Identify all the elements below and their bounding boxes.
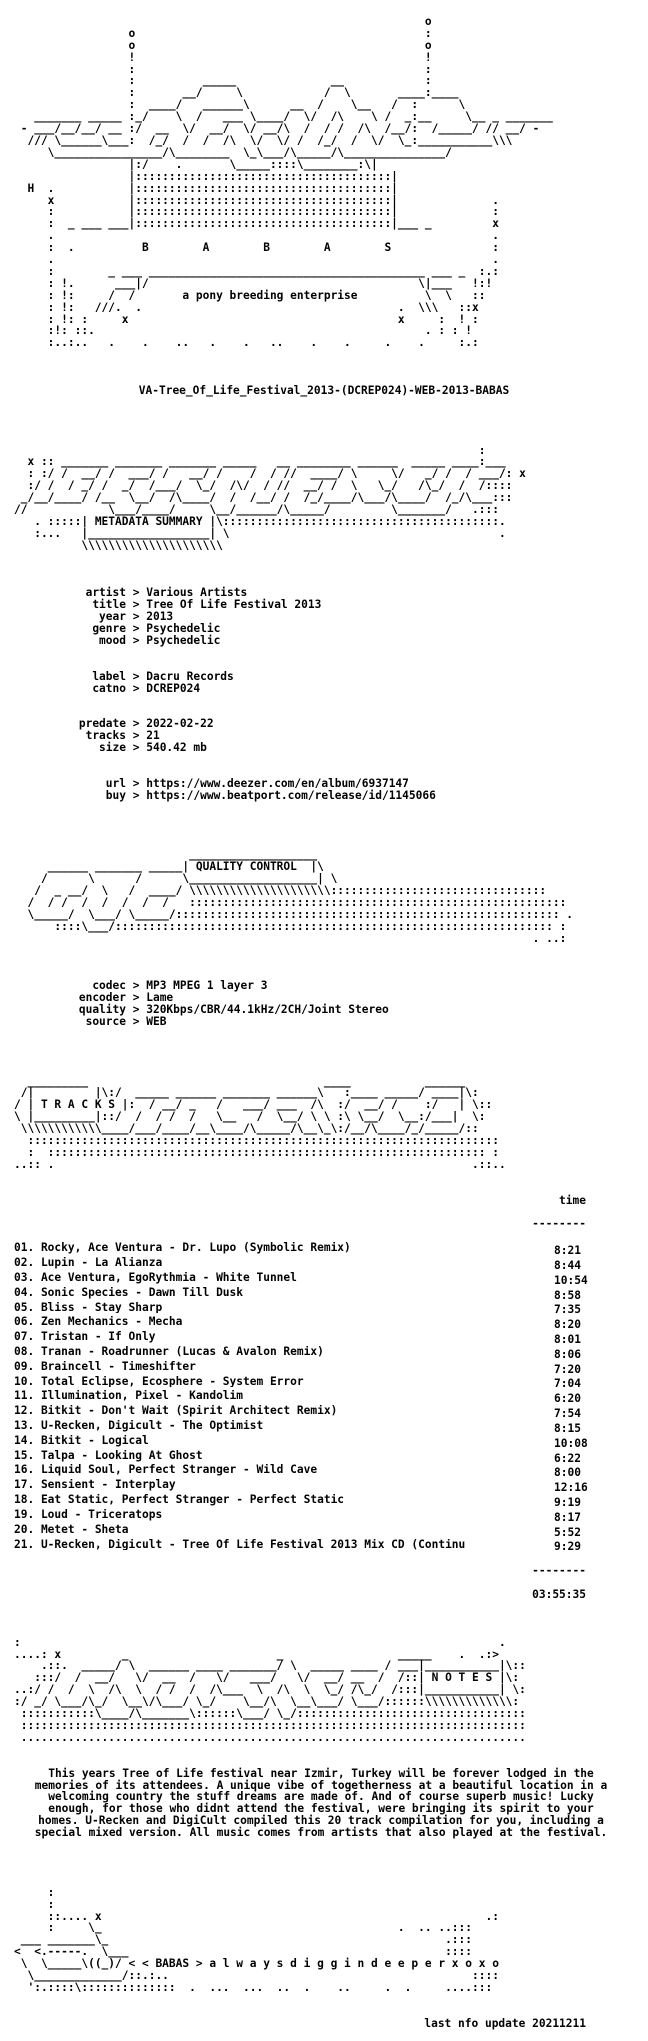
metadata-key: encoder bbox=[78, 991, 126, 1005]
metadata-row: title > Tree Of Life Festival 2013 bbox=[14, 599, 634, 611]
track-row bbox=[14, 1287, 634, 1302]
metadata-row: source > WEB bbox=[14, 1016, 634, 1028]
metadata-row: year > 2013 bbox=[14, 611, 634, 623]
track-time: 7:20 bbox=[554, 1362, 581, 1376]
metadata-row: quality > 320Kbps/CBR/44.1kHz/2CH/Joint Stereo bbox=[14, 1004, 634, 1016]
track-row bbox=[14, 1405, 634, 1420]
metadata-links-list bbox=[14, 778, 634, 802]
quality-list bbox=[14, 980, 634, 1028]
metadata-value: 540.42 mb bbox=[146, 741, 207, 755]
track-time: 8:06 bbox=[554, 1347, 581, 1361]
metadata-value: WEB bbox=[146, 1015, 167, 1029]
metadata-row: genre > Psychedelic bbox=[14, 623, 634, 635]
metadata-release-list bbox=[14, 718, 634, 754]
track-time: 10:54 bbox=[554, 1273, 588, 1287]
track-row bbox=[14, 1450, 634, 1465]
track-time: 12:16 bbox=[554, 1481, 588, 1495]
track-row bbox=[14, 1376, 634, 1391]
total-time: 03:55:35 bbox=[532, 1588, 586, 1602]
track-title: 17. Sensient - Interplay bbox=[14, 1479, 176, 1492]
notes-text: This years Tree of Life festival near Izmir, Turkey will be forever lodged in the memories of its attendees. A unique vibe of togetherness at a beautiful location in a welcoming country the stuff dreams are made of. And of course superb music! Lucky enough, for those who didnt attend the festival, were bringing its spirit to your homes. U-Recken and DigiCult compiled this 20 track compilation for you, including a special mixed version. All music comes from artists that also played at the festival. bbox=[34, 1766, 608, 1840]
metadata-row: mood > Psychedelic bbox=[14, 635, 634, 647]
metadata-value: MP3 MPEG 1 layer 3 bbox=[146, 979, 268, 993]
tracks-banner-art: _________ ____ ______ /| |\:/ _____ ______ _______ ______\ :____ _____/ ____|\: / | T R A C K S |: / __/ _ / ___/ ___ /\ :/ __/ / :/ | \:: \ |_________|::/ / / / / \__ / \__/ \ \ :\ \__/ \__:/___| \: \\\\\\\\\\\\____/___/____/__\____/\_____/\__\_\:/__/\____/_/_____/:: :::::::::::::::::::::::::::::::::::::::::::::::::::::::::::::::::::::: : ::::::::::::::::::::::::::::::::::::::::::::::::::::::::::::::::: : ..:: . .::.. bbox=[14, 1074, 506, 1171]
metadata-value: https://www.beatport.com/release/id/1145066 bbox=[146, 788, 436, 802]
track-row bbox=[14, 1316, 634, 1331]
total-rule: -------- bbox=[532, 1564, 586, 1578]
track-list bbox=[14, 1242, 634, 1553]
track-title: 15. Talpa - Looking At Ghost bbox=[14, 1449, 203, 1462]
metadata-row: url > https://www.deezer.com/en/album/6937147 bbox=[14, 778, 634, 790]
track-time: 8:21 bbox=[554, 1244, 581, 1258]
metadata-key: buy bbox=[105, 788, 126, 802]
metadata-key: predate bbox=[78, 717, 126, 731]
metadata-value: 320Kbps/CBR/44.1kHz/2CH/Joint Stereo bbox=[146, 1003, 389, 1017]
track-time: 8:17 bbox=[554, 1510, 581, 1524]
track-row bbox=[14, 1464, 634, 1479]
track-time: 6:22 bbox=[554, 1451, 581, 1465]
quality-banner-art: ___________________ ______ _______ _____| QUALITY CONTROL |\ / \ / \___________________| \ / _ __/ \ / ____/ \\\\\\\\\\\\\\\\\\\\\:::::::::::::::::::::::::::::::: / / / / / / / / :::::::::::::::::::::::::::::::::::::::::::::::::::::::: \_____/ \___/ \_____/::::::::::::::::::::::::::::::::::::::::::::::::::::::::: . ::::\___/::::::::::::::::::::::::::::::::::::::::::::::::::::::::::::::::: : . ..: bbox=[27, 848, 574, 945]
last-update: last nfo update 20211211 bbox=[424, 2016, 586, 2030]
track-time: 8:44 bbox=[554, 1258, 581, 1272]
track-row bbox=[14, 1524, 634, 1539]
metadata-value: Psychedelic bbox=[146, 634, 221, 648]
metadata-key: tracks bbox=[85, 729, 126, 743]
track-time: 8:00 bbox=[554, 1466, 581, 1480]
metadata-row: buy > https://www.beatport.com/release/id/1145066 bbox=[14, 790, 634, 802]
metadata-value: 21 bbox=[146, 729, 160, 743]
track-title: 08. Tranan - Roadrunner (Lucas & Avalon Remix) bbox=[14, 1345, 324, 1358]
track-title: 01. Rocky, Ace Ventura - Dr. Lupo (Symbolic Remix) bbox=[14, 1242, 351, 1255]
metadata-value: Dacru Records bbox=[146, 669, 234, 683]
track-row bbox=[14, 1420, 634, 1435]
metadata-value: Various Artists bbox=[146, 586, 248, 600]
track-time: 8:20 bbox=[554, 1318, 581, 1332]
track-title: 20. Metet - Sheta bbox=[14, 1523, 129, 1536]
track-title: 14. Bitkit - Logical bbox=[14, 1434, 149, 1447]
metadata-row: predate > 2022-02-22 bbox=[14, 718, 634, 730]
metadata-key: title bbox=[92, 598, 126, 612]
track-time: 10:08 bbox=[554, 1436, 588, 1450]
track-row bbox=[14, 1361, 634, 1376]
track-title: 02. Lupin - La Alianza bbox=[14, 1257, 163, 1269]
track-title: 11. Illumination, Pixel - Kandolim bbox=[14, 1390, 244, 1403]
metadata-row: label > Dacru Records bbox=[14, 671, 634, 683]
track-title: 19. Loud - Triceratops bbox=[14, 1508, 163, 1521]
track-title: 13. U-Recken, Digicult - The Optimist bbox=[14, 1420, 264, 1432]
track-row bbox=[14, 1539, 634, 1554]
metadata-banner-art: : x :: _______ _______ _______ _____ __ ________ ______ _____ ____:___ : :/ / __/ / ___/ / __/ / / / // ____/ \ \/ _/ / / ___/: x :/ / / _/ / _/ /___/ \_/ /\/ / // __/ / \ \_/ /\_/ / /:::: _/__/____/ /__ \__/ /\____/ / /__/ / /_/____/\___/\____/ /_/\___::: // \___/____/ \__/______/\_____/ \_______/ .::: . :::::| METADATA SUMMARY |\:::::::::::::::::::::::::::::::::::::::::. :... |__________________| \ . \\\\\\\\\\\\\\\\\\\\\ bbox=[14, 443, 526, 552]
metadata-key: url bbox=[105, 776, 126, 790]
track-title: 18. Eat Static, Perfect Stranger - Perfect Static bbox=[14, 1494, 345, 1506]
metadata-key: size bbox=[99, 741, 126, 755]
metadata-key: label bbox=[92, 669, 126, 683]
track-row bbox=[14, 1257, 634, 1272]
time-header-rule: -------- bbox=[532, 1217, 586, 1231]
notes-banner-art: : . ....: x _ _ _____ . .:> .::. _____/ \ ______ ____ _______/ \ _____ ____ / ___|___________|\:: :::/ / __/ \/ __ / \/ ___/ \/ __/ __ / /::| N O T E S |\: ..:/ / / \ /\ \ / / / /\___ \ /\ \ \_/ /\_/ /:::|___________| \: :/ _/ \___/\_/ \__\/\___/ \_/ \__/\ \__\___/ \___/::::::\\\\\\\\\\\\\: :::::::::::\____/\_______\::::::\___/ \_/:::::::::::::::::::::::::::::::::: ::::::::::::::::::::::::::::::::::::::::::::::::::::::::::::::::::::::::::: ........................................................................... bbox=[14, 1635, 526, 1744]
track-time: 9:19 bbox=[554, 1495, 581, 1509]
track-time: 7:35 bbox=[554, 1303, 581, 1317]
track-title: 06. Zen Mechanics - Mecha bbox=[14, 1316, 183, 1329]
metadata-value: Lame bbox=[146, 991, 174, 1005]
track-title: 09. Braincell - Timeshifter bbox=[14, 1360, 196, 1373]
track-title: 12. Bitkit - Don't Wait (Spirit Architect Remix) bbox=[14, 1405, 338, 1418]
metadata-row: catno > DCREP024 bbox=[14, 683, 634, 695]
track-row bbox=[14, 1479, 634, 1494]
track-time: 5:52 bbox=[554, 1525, 581, 1539]
track-row bbox=[14, 1302, 634, 1317]
track-row bbox=[14, 1346, 634, 1361]
track-title: 04. Sonic Species - Dawn Till Dusk bbox=[14, 1286, 244, 1299]
metadata-value: https://www.deezer.com/en/album/6937147 bbox=[146, 776, 409, 790]
track-row bbox=[14, 1272, 634, 1287]
track-time: 9:29 bbox=[554, 1540, 581, 1554]
track-title: 21. U-Recken, Digicult - Tree Of Life Festival 2013 Mix CD (Continu bbox=[14, 1538, 466, 1551]
metadata-row: tracks > 21 bbox=[14, 730, 634, 742]
time-column-header: time bbox=[559, 1193, 586, 1207]
track-title: 05. Bliss - Stay Sharp bbox=[14, 1301, 163, 1314]
metadata-label-list bbox=[14, 671, 634, 695]
track-row bbox=[14, 1435, 634, 1450]
track-time: 8:58 bbox=[554, 1288, 581, 1302]
metadata-row: encoder > Lame bbox=[14, 992, 634, 1004]
footer-art: : : ::.... x .: : \_ . .. ..::: ___ _______\_ .::: < <.-----. \___ :::: \ \_____\((_)/ < < BABAS > a l w a y s d i g g i n d e e p e r x o x o \_____________/::.:.. :::: ':.::::\:::::::::::::: . ... ... .. . .. . . ....::: bbox=[14, 1885, 499, 1994]
track-title: 03. Ace Ventura, EgoRythmia - White Tunnel bbox=[14, 1271, 297, 1284]
track-row bbox=[14, 1331, 634, 1346]
metadata-row: size > 540.42 mb bbox=[14, 742, 634, 754]
track-time: 6:20 bbox=[554, 1392, 581, 1406]
metadata-row: codec > MP3 MPEG 1 layer 3 bbox=[14, 980, 634, 992]
metadata-value: 2022-02-22 bbox=[146, 717, 214, 731]
track-row bbox=[14, 1242, 634, 1257]
track-row bbox=[14, 1509, 634, 1524]
track-time: 8:01 bbox=[554, 1333, 581, 1347]
release-name: VA-Tree_Of_Life_Festival_2013-(DCREP024)-WEB-2013-BABAS bbox=[138, 384, 510, 397]
metadata-value: 2013 bbox=[146, 610, 174, 624]
track-row bbox=[14, 1494, 634, 1509]
track-title: 10. Total Eclipse, Ecosphere - System Error bbox=[14, 1375, 304, 1388]
metadata-list bbox=[14, 587, 634, 647]
track-row bbox=[14, 1390, 634, 1405]
metadata-key: source bbox=[85, 1015, 126, 1029]
metadata-value: Psychedelic bbox=[146, 622, 221, 636]
track-time: 8:15 bbox=[554, 1421, 581, 1435]
metadata-row: artist > Various Artists bbox=[14, 587, 634, 599]
metadata-key: year bbox=[99, 610, 126, 624]
metadata-key: mood bbox=[99, 634, 126, 648]
metadata-key: codec bbox=[92, 979, 126, 993]
metadata-key: genre bbox=[92, 622, 126, 636]
track-title: 07. Tristan - If Only bbox=[14, 1331, 156, 1344]
track-time: 7:54 bbox=[554, 1407, 581, 1421]
metadata-value: DCREP024 bbox=[146, 681, 201, 695]
metadata-key: artist bbox=[85, 586, 126, 600]
babas-logo-art: o o : o o ! ! : : : _____ __ : : __/ \ / \ ____:____ : ____/ ______\ __ / \__ / : \ _______ _____ :_/ \ / ___ \____/ \/ /\ \ / _:__ \__ _ _______ - ___/__/__/ __ :/ __ \/ __/ \/ __/\ / / / /\ /__/: /_____/ // __/ - /// \______\___: /_/ / / /\ \/ \/ / /_/ / \/ \_:___________\\\ \________________/\________ \_\___/\_____/\_______________/ |:/ . \_____::::\________:\| |::::::::::::::::::::::::::::::::::::::| H . |::::::::::::::::::::::::::::::::::::::| x |::::::::::::::::::::::::::::::::::::::| . : |::::::::::::::::::::::::::::::::::::::| : : _ ___ ___|::::::::::::::::::::::::::::::::::::::|___ _ x . . : . B A B A S : . . : _ ___ _________________________________________ ___ _ :.: : !. ___|/ \|___ !:! : !: / / a pony breeding enterprise \ \ :: : !: ///. . . \\\ ::x : !: : x x : ! : :!: ::. . : : ! :..:.. . . .. . . .. . . . . :.: bbox=[20, 14, 553, 350]
metadata-key: catno bbox=[92, 681, 126, 695]
track-title: 16. Liquid Soul, Perfect Stranger - Wild Cave bbox=[14, 1464, 318, 1477]
metadata-key: quality bbox=[78, 1003, 126, 1017]
metadata-value: Tree Of Life Festival 2013 bbox=[146, 598, 322, 612]
nfo-document bbox=[14, 4, 634, 2041]
track-time: 7:04 bbox=[554, 1377, 581, 1391]
